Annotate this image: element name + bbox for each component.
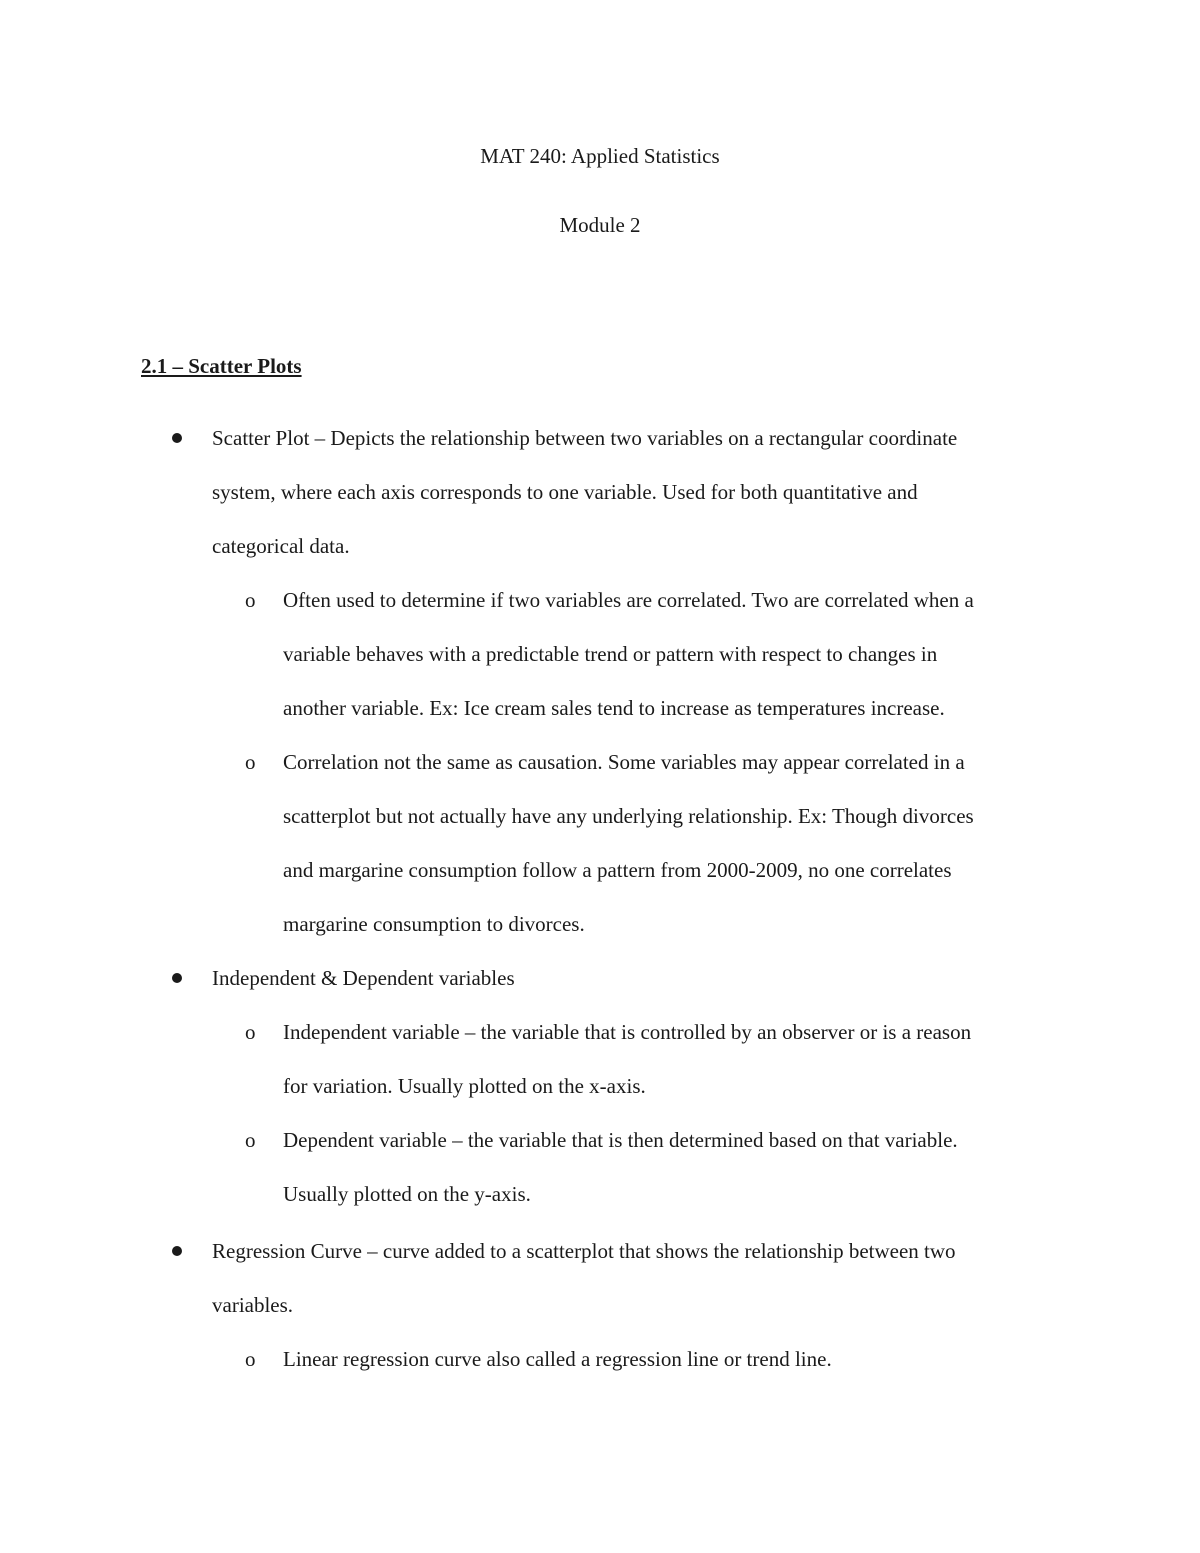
document-title: MAT 240: Applied Statistics	[480, 144, 720, 168]
sub-bullet-text-line: scatterplot but not actually have any underlying relationship. Ex: Though divorces	[283, 804, 974, 828]
bullet-icon	[172, 433, 182, 443]
bullet-text-line: variables.	[212, 1293, 294, 1317]
section-heading: 2.1 – Scatter Plots	[141, 354, 302, 378]
bullet-text-line: Regression Curve – curve added to a scatterplot that shows the relationship between two	[212, 1239, 956, 1263]
bullet-text-line: Scatter Plot – Depicts the relationship between two variables on a rectangular coordinate	[212, 426, 958, 450]
sub-bullet-text-line: Dependent variable – the variable that is then determined based on that variable.	[283, 1128, 958, 1152]
sub-bullet-text-line: and margarine consumption follow a pattern from 2000-2009, no one correlates	[283, 858, 952, 882]
bullet-text-line: system, where each axis corresponds to one variable. Used for both quantitative and	[212, 480, 918, 504]
sub-bullet-text-line: Linear regression curve also called a regression line or trend line.	[283, 1347, 832, 1371]
bullet-icon	[172, 1246, 182, 1256]
sub-bullet-icon: o	[245, 750, 256, 774]
sub-bullet-text-line: Often used to determine if two variables are correlated. Two are correlated when a	[283, 588, 974, 612]
sub-bullet-text-line: margarine consumption to divorces.	[283, 912, 585, 936]
bullet-text-line: Independent & Dependent variables	[212, 966, 515, 990]
module-label: Module 2	[559, 213, 641, 237]
sub-bullet-text-line: Usually plotted on the y-axis.	[283, 1182, 531, 1206]
bullet-text-line: categorical data.	[212, 534, 350, 558]
sub-bullet-icon: o	[245, 588, 256, 612]
bullet-icon	[172, 973, 182, 983]
sub-bullet-text-line: Independent variable – the variable that is controlled by an observer or is a reason	[283, 1020, 972, 1044]
sub-bullet-icon: o	[245, 1020, 256, 1044]
sub-bullet-text-line: another variable. Ex: Ice cream sales tend to increase as temperatures increase.	[283, 696, 945, 720]
sub-bullet-text-line: variable behaves with a predictable trend or pattern with respect to changes in	[283, 642, 938, 666]
sub-bullet-text-line: for variation. Usually plotted on the x-axis.	[283, 1074, 646, 1098]
sub-bullet-text-line: Correlation not the same as causation. Some variables may appear correlated in a	[283, 750, 965, 774]
sub-bullet-icon: o	[245, 1347, 256, 1371]
sub-bullet-icon: o	[245, 1128, 256, 1152]
